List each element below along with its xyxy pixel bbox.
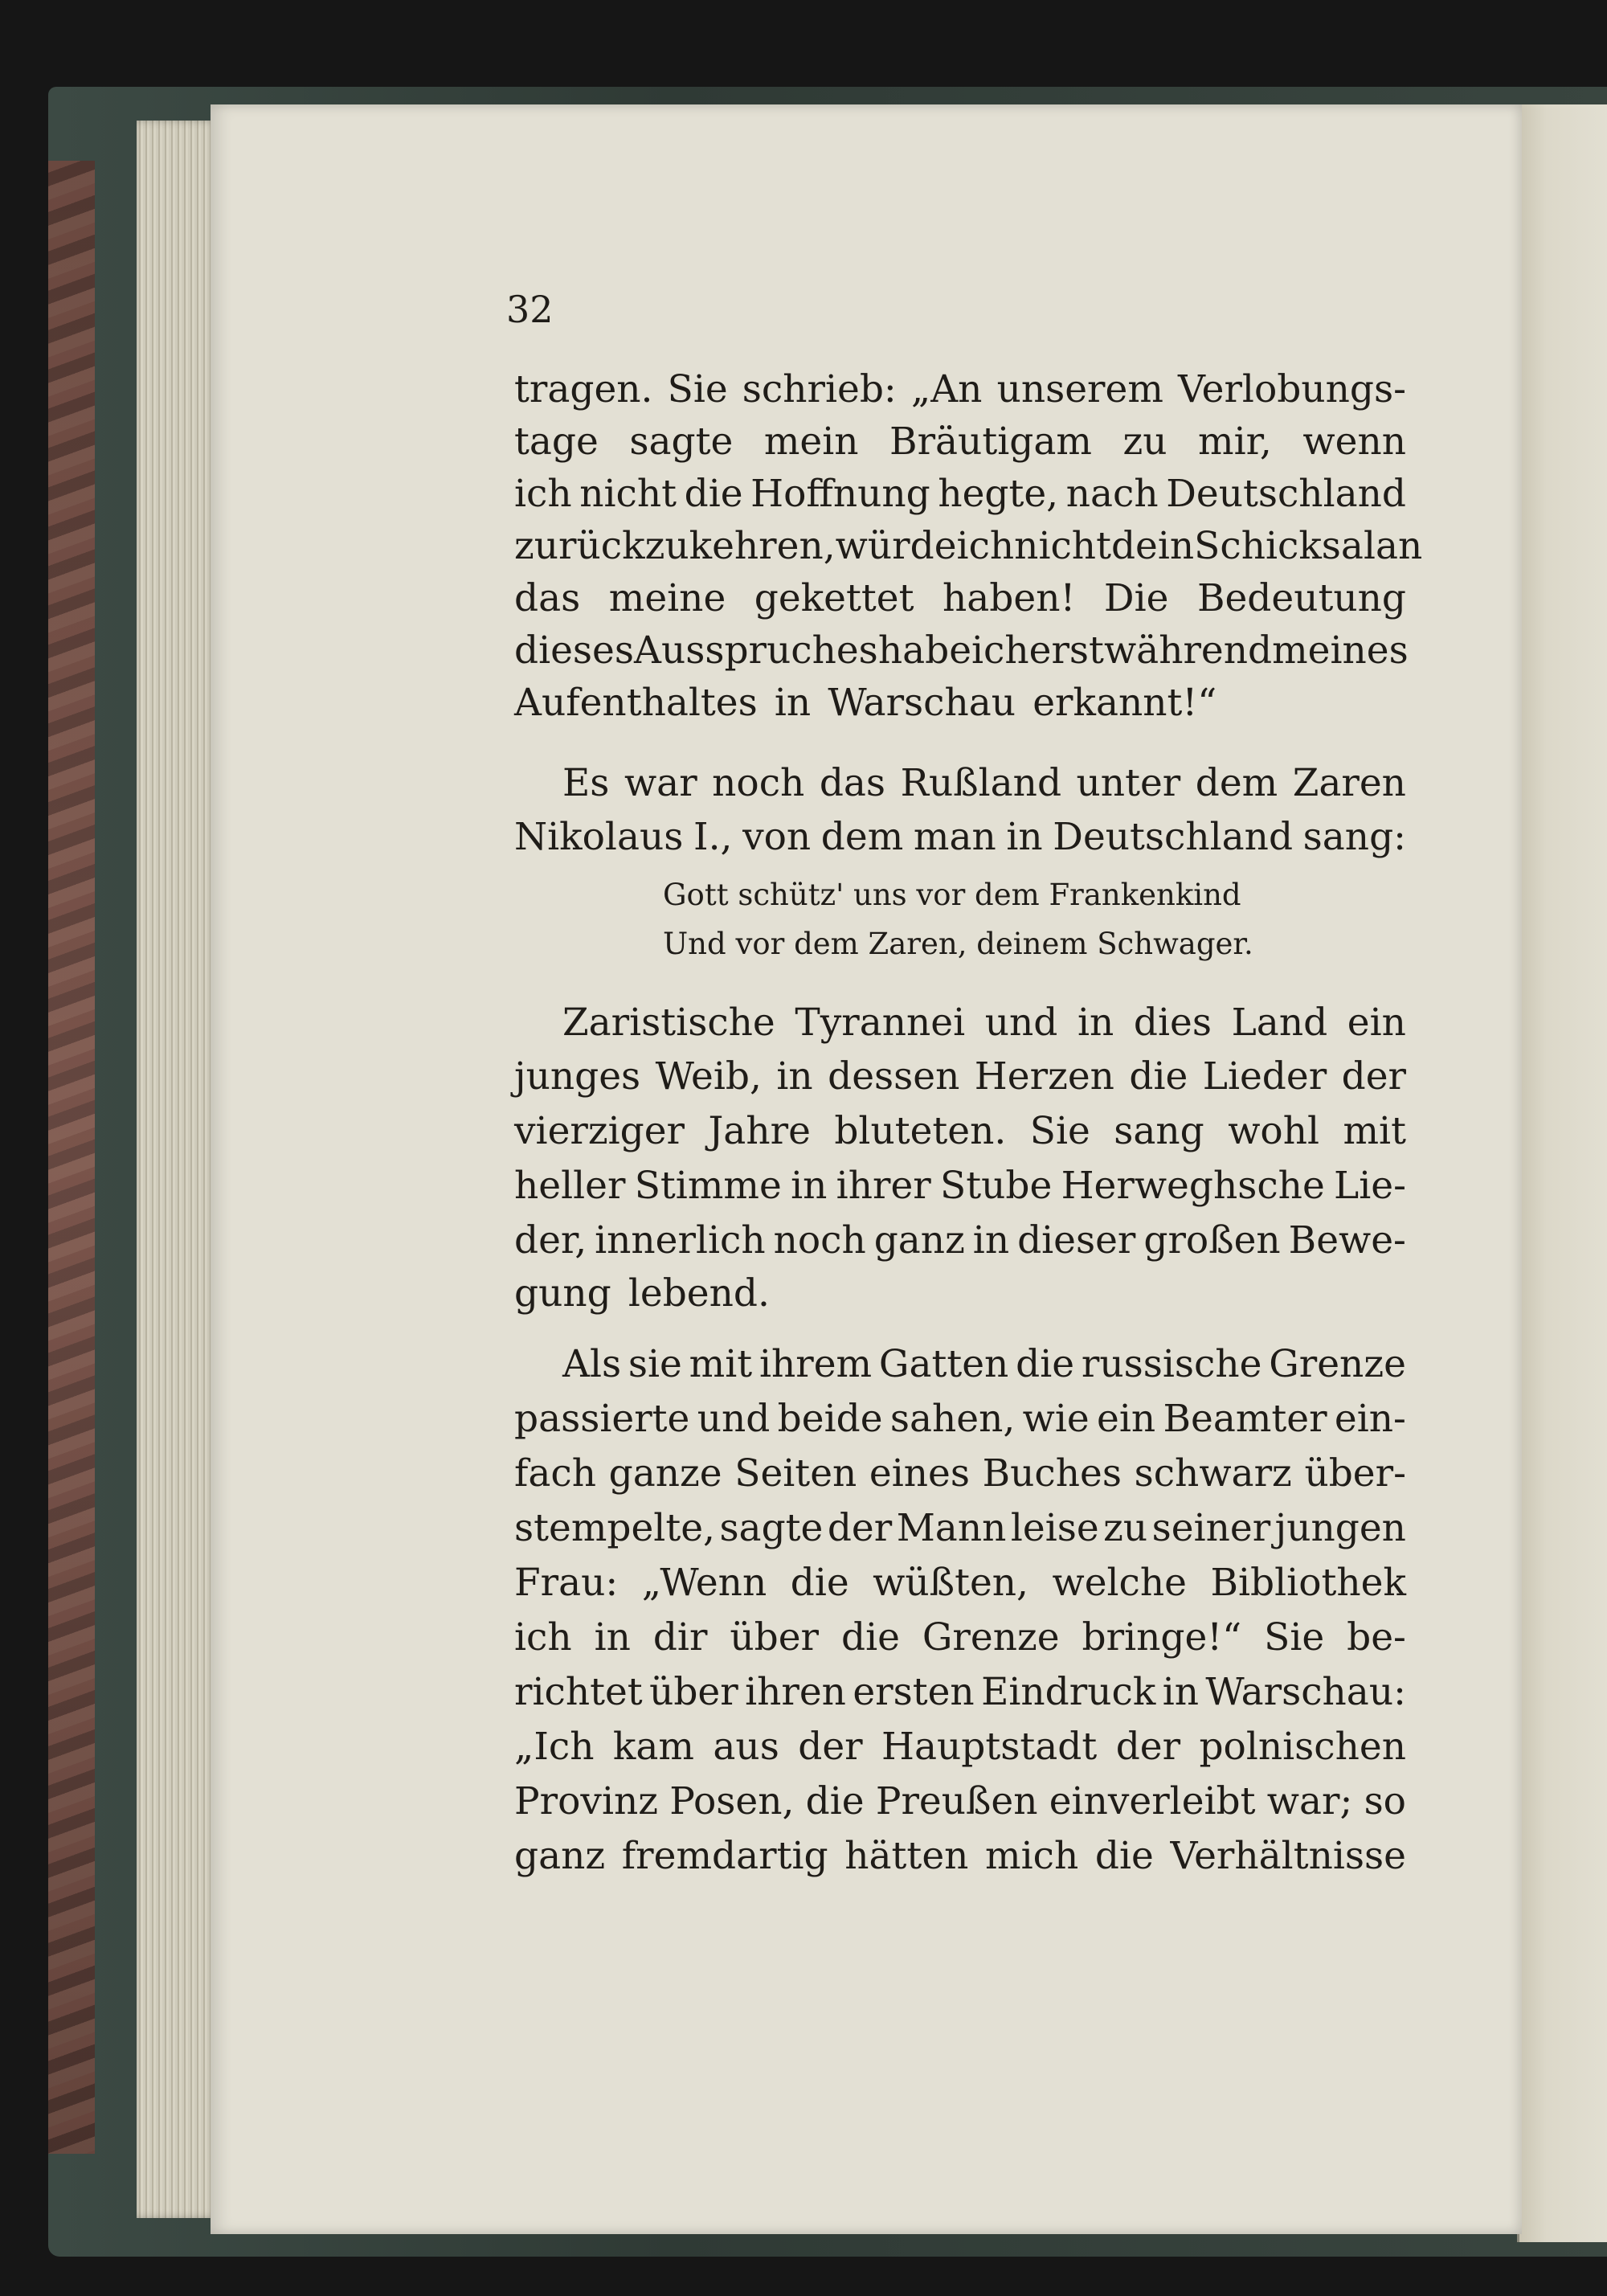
word: meine [608, 576, 726, 620]
word: Eindruck [981, 1670, 1156, 1714]
word: dieser [1017, 1218, 1136, 1263]
word: Provinz [514, 1779, 659, 1823]
word: sahen, [889, 1397, 1016, 1441]
word: Stimme [634, 1164, 782, 1208]
word: Rußland [900, 761, 1062, 805]
word: Aufenthaltes [514, 681, 758, 725]
word: Herweghsche [1061, 1164, 1325, 1208]
word: Sie [1264, 1615, 1325, 1660]
paragraph-line [514, 1723, 1406, 1771]
word: einverleibt [1049, 1779, 1256, 1823]
paragraph-line [514, 418, 1406, 466]
word: Schicksal [1194, 524, 1376, 568]
word: ich [971, 628, 1029, 673]
word: Frau: [514, 1561, 619, 1605]
word: dies [1133, 1001, 1212, 1045]
word: aus [713, 1725, 779, 1769]
word: Posen, [669, 1779, 795, 1823]
word: bringe!“ [1082, 1615, 1242, 1660]
facing-page-edge [1517, 104, 1607, 2242]
word: der [827, 1506, 893, 1550]
word: erst [1028, 628, 1104, 673]
word: Deutschland [1053, 815, 1294, 859]
paragraph-line [514, 575, 1406, 623]
paragraph-line [514, 1832, 1406, 1881]
word: sang [1114, 1109, 1204, 1153]
word: meines [1272, 628, 1409, 673]
paragraph-line [514, 470, 1406, 518]
verse-line: Und vor dem Zaren, deinem Schwager. [663, 927, 1253, 961]
word: ein- [1334, 1397, 1406, 1441]
word: Seiten [734, 1451, 857, 1496]
word: „Ich [514, 1725, 595, 1769]
word: leise [1010, 1506, 1099, 1550]
word: dir [652, 1615, 708, 1660]
word: Bräutigam [889, 420, 1092, 464]
word: würde [835, 524, 957, 568]
word: war [624, 761, 697, 805]
word: Sie [667, 367, 728, 411]
word: die [1016, 1342, 1075, 1386]
word: fremdartig [621, 1834, 828, 1878]
paragraph-line [514, 1559, 1406, 1607]
word: zu [1122, 420, 1167, 464]
word: noch [773, 1218, 866, 1263]
word: Bedeutung [1196, 576, 1406, 620]
word: sagte [719, 1506, 824, 1550]
word: passierte [514, 1397, 690, 1441]
paragraph-line [514, 1450, 1406, 1498]
word: mir, [1198, 420, 1272, 464]
paragraph-line [514, 522, 1423, 571]
word: ihrer [836, 1164, 931, 1208]
word: ganz [514, 1834, 606, 1878]
word: Grenze [922, 1615, 1060, 1660]
word: über [649, 1670, 738, 1714]
word: Mann [896, 1506, 1007, 1550]
paragraph-line [562, 1340, 1406, 1389]
word: das [514, 576, 581, 620]
word: russische [1081, 1342, 1262, 1386]
paragraph-line [514, 1504, 1406, 1553]
word: Weib, [655, 1054, 762, 1099]
word: in [1077, 1001, 1114, 1045]
word: sie [628, 1342, 682, 1386]
word: in [1162, 1670, 1199, 1714]
paragraph-line [562, 759, 1406, 808]
word: so [1364, 1779, 1406, 1823]
word: dieses [514, 628, 634, 673]
word: Warschau: [1205, 1670, 1406, 1714]
word: ein [1347, 1001, 1406, 1045]
word: der [1341, 1054, 1406, 1099]
word: Grenze [1269, 1342, 1406, 1386]
word: in [776, 1054, 813, 1099]
word: in [791, 1164, 828, 1208]
word: haben! [943, 576, 1076, 620]
word: stempelte, [514, 1506, 715, 1550]
word: wenn [1302, 420, 1406, 464]
paragraph-line [514, 1270, 787, 1318]
word: Buches [982, 1451, 1122, 1496]
paragraph-line [514, 627, 1409, 675]
word: tragen. [514, 367, 653, 411]
word: Tyrannei [795, 1001, 966, 1045]
word: gekettet [754, 576, 914, 620]
word: Gatten [878, 1342, 1009, 1386]
word: dein [1110, 524, 1195, 568]
word: Als [562, 1342, 622, 1386]
word: hätten [844, 1834, 969, 1878]
word: von [742, 815, 812, 859]
word: Preußen [875, 1779, 1038, 1823]
paragraph-line [514, 1217, 1406, 1265]
word: ich [514, 472, 572, 516]
word: Warschau [828, 681, 1016, 725]
word: die [1129, 1054, 1188, 1099]
word: Verlobungs- [1178, 367, 1406, 411]
word: eines [869, 1451, 970, 1496]
paragraph-line [514, 1668, 1406, 1717]
word: richtet [514, 1670, 643, 1714]
word: Nikolaus [514, 815, 684, 859]
word: gung [514, 1271, 611, 1316]
word: mit [1343, 1109, 1406, 1153]
word: wohl [1228, 1109, 1320, 1153]
paragraph-line [514, 679, 1233, 727]
paragraph-line [514, 1053, 1406, 1101]
word: Die [1103, 576, 1169, 620]
word: ich [956, 524, 1015, 568]
word: bluteten. [834, 1109, 1007, 1153]
word: und [984, 1001, 1058, 1045]
word: während [1103, 628, 1273, 673]
word: Hoffnung [750, 472, 930, 516]
word: welche [1052, 1561, 1187, 1605]
word: Bewe- [1288, 1218, 1406, 1263]
word: innerlich [595, 1218, 766, 1263]
word: in [972, 1218, 1010, 1263]
word: nach [1065, 472, 1159, 516]
word: die [684, 472, 743, 516]
word: dem [820, 815, 904, 859]
word: erkannt!“ [1032, 681, 1217, 725]
word: zurückzukehren, [514, 524, 836, 568]
word: unserem [996, 367, 1163, 411]
word: Zaristische [562, 1001, 775, 1045]
word: ersten [853, 1670, 975, 1714]
page-stack [137, 121, 217, 2218]
paragraph-line [562, 999, 1406, 1047]
word: das [819, 761, 886, 805]
word: „An [910, 367, 983, 411]
word: Lieder [1202, 1054, 1327, 1099]
word: ihrem [759, 1342, 873, 1386]
word: mein [763, 420, 859, 464]
word: Bibliothek [1210, 1561, 1406, 1605]
word: tage [514, 420, 599, 464]
word: über- [1304, 1451, 1406, 1496]
word: Ausspruches [634, 628, 878, 673]
word: „Wenn [641, 1561, 767, 1605]
word: zu [1103, 1506, 1148, 1550]
word: polnischen [1199, 1725, 1406, 1769]
word: in [594, 1615, 631, 1660]
word: nicht [1014, 524, 1111, 568]
word: Lie- [1334, 1164, 1406, 1208]
verse-line: Gott schütz' uns vor dem Frankenkind [663, 878, 1241, 912]
word: Beamter [1163, 1397, 1327, 1441]
paragraph-line [514, 1395, 1406, 1443]
word: großen [1143, 1218, 1281, 1263]
word: war; [1266, 1779, 1353, 1823]
word: wie [1022, 1397, 1090, 1441]
page-number: 32 [506, 288, 554, 331]
paragraph-line [514, 1614, 1406, 1662]
paragraph-line [514, 366, 1406, 414]
word: Verhältnisse [1170, 1834, 1406, 1878]
word: an [1375, 524, 1423, 568]
word: Hauptstadt [881, 1725, 1098, 1769]
word: jungen [1274, 1506, 1406, 1550]
word: mich [985, 1834, 1079, 1878]
word: kam [612, 1725, 694, 1769]
word: ich [514, 1615, 572, 1660]
word: die [840, 1615, 900, 1660]
word: hegte, [938, 472, 1059, 516]
word: noch [712, 761, 805, 805]
word: der [798, 1725, 863, 1769]
word: die [805, 1779, 865, 1823]
paragraph-line [514, 1778, 1406, 1826]
word: schrieb: [742, 367, 897, 411]
word: Herzen [974, 1054, 1114, 1099]
word: sang: [1302, 815, 1406, 859]
word: schwarz [1134, 1451, 1292, 1496]
word: ganz [873, 1218, 965, 1263]
word: seiner [1151, 1506, 1271, 1550]
word: sagte [629, 420, 734, 464]
word: lebend. [628, 1271, 770, 1316]
word: be- [1347, 1615, 1406, 1660]
word: Land [1231, 1001, 1328, 1045]
paragraph-line [514, 1162, 1406, 1210]
word: Sie [1029, 1109, 1090, 1153]
word: I., [693, 815, 733, 859]
word: über [730, 1615, 820, 1660]
word: heller [514, 1164, 626, 1208]
word: dem [1195, 761, 1278, 805]
word: nicht [579, 472, 677, 516]
word: in [774, 681, 812, 725]
word: vierziger [514, 1109, 685, 1153]
word: der [1115, 1725, 1181, 1769]
word: ihren [745, 1670, 846, 1714]
word: beide [777, 1397, 883, 1441]
word: Stube [940, 1164, 1053, 1208]
word: unter [1076, 761, 1181, 805]
word: ganze [608, 1451, 722, 1496]
word: Es [562, 761, 610, 805]
word: ein [1097, 1397, 1156, 1441]
word: Deutschland [1166, 472, 1406, 516]
word: in [1006, 815, 1043, 859]
paragraph-line [514, 813, 1406, 862]
word: dessen [828, 1054, 960, 1099]
word: man [913, 815, 996, 859]
marbled-cover-edge [48, 161, 95, 2154]
word: der, [514, 1218, 587, 1263]
word: und [697, 1397, 771, 1441]
word: junges [514, 1054, 641, 1099]
word: habe [877, 628, 972, 673]
word: die [1094, 1834, 1154, 1878]
word: Jahre [708, 1109, 811, 1153]
word: mit [689, 1342, 753, 1386]
word: fach [514, 1451, 597, 1496]
word: die [790, 1561, 849, 1605]
paragraph-line [514, 1107, 1406, 1156]
word: wüßten, [873, 1561, 1028, 1605]
word: Zaren [1292, 761, 1406, 805]
